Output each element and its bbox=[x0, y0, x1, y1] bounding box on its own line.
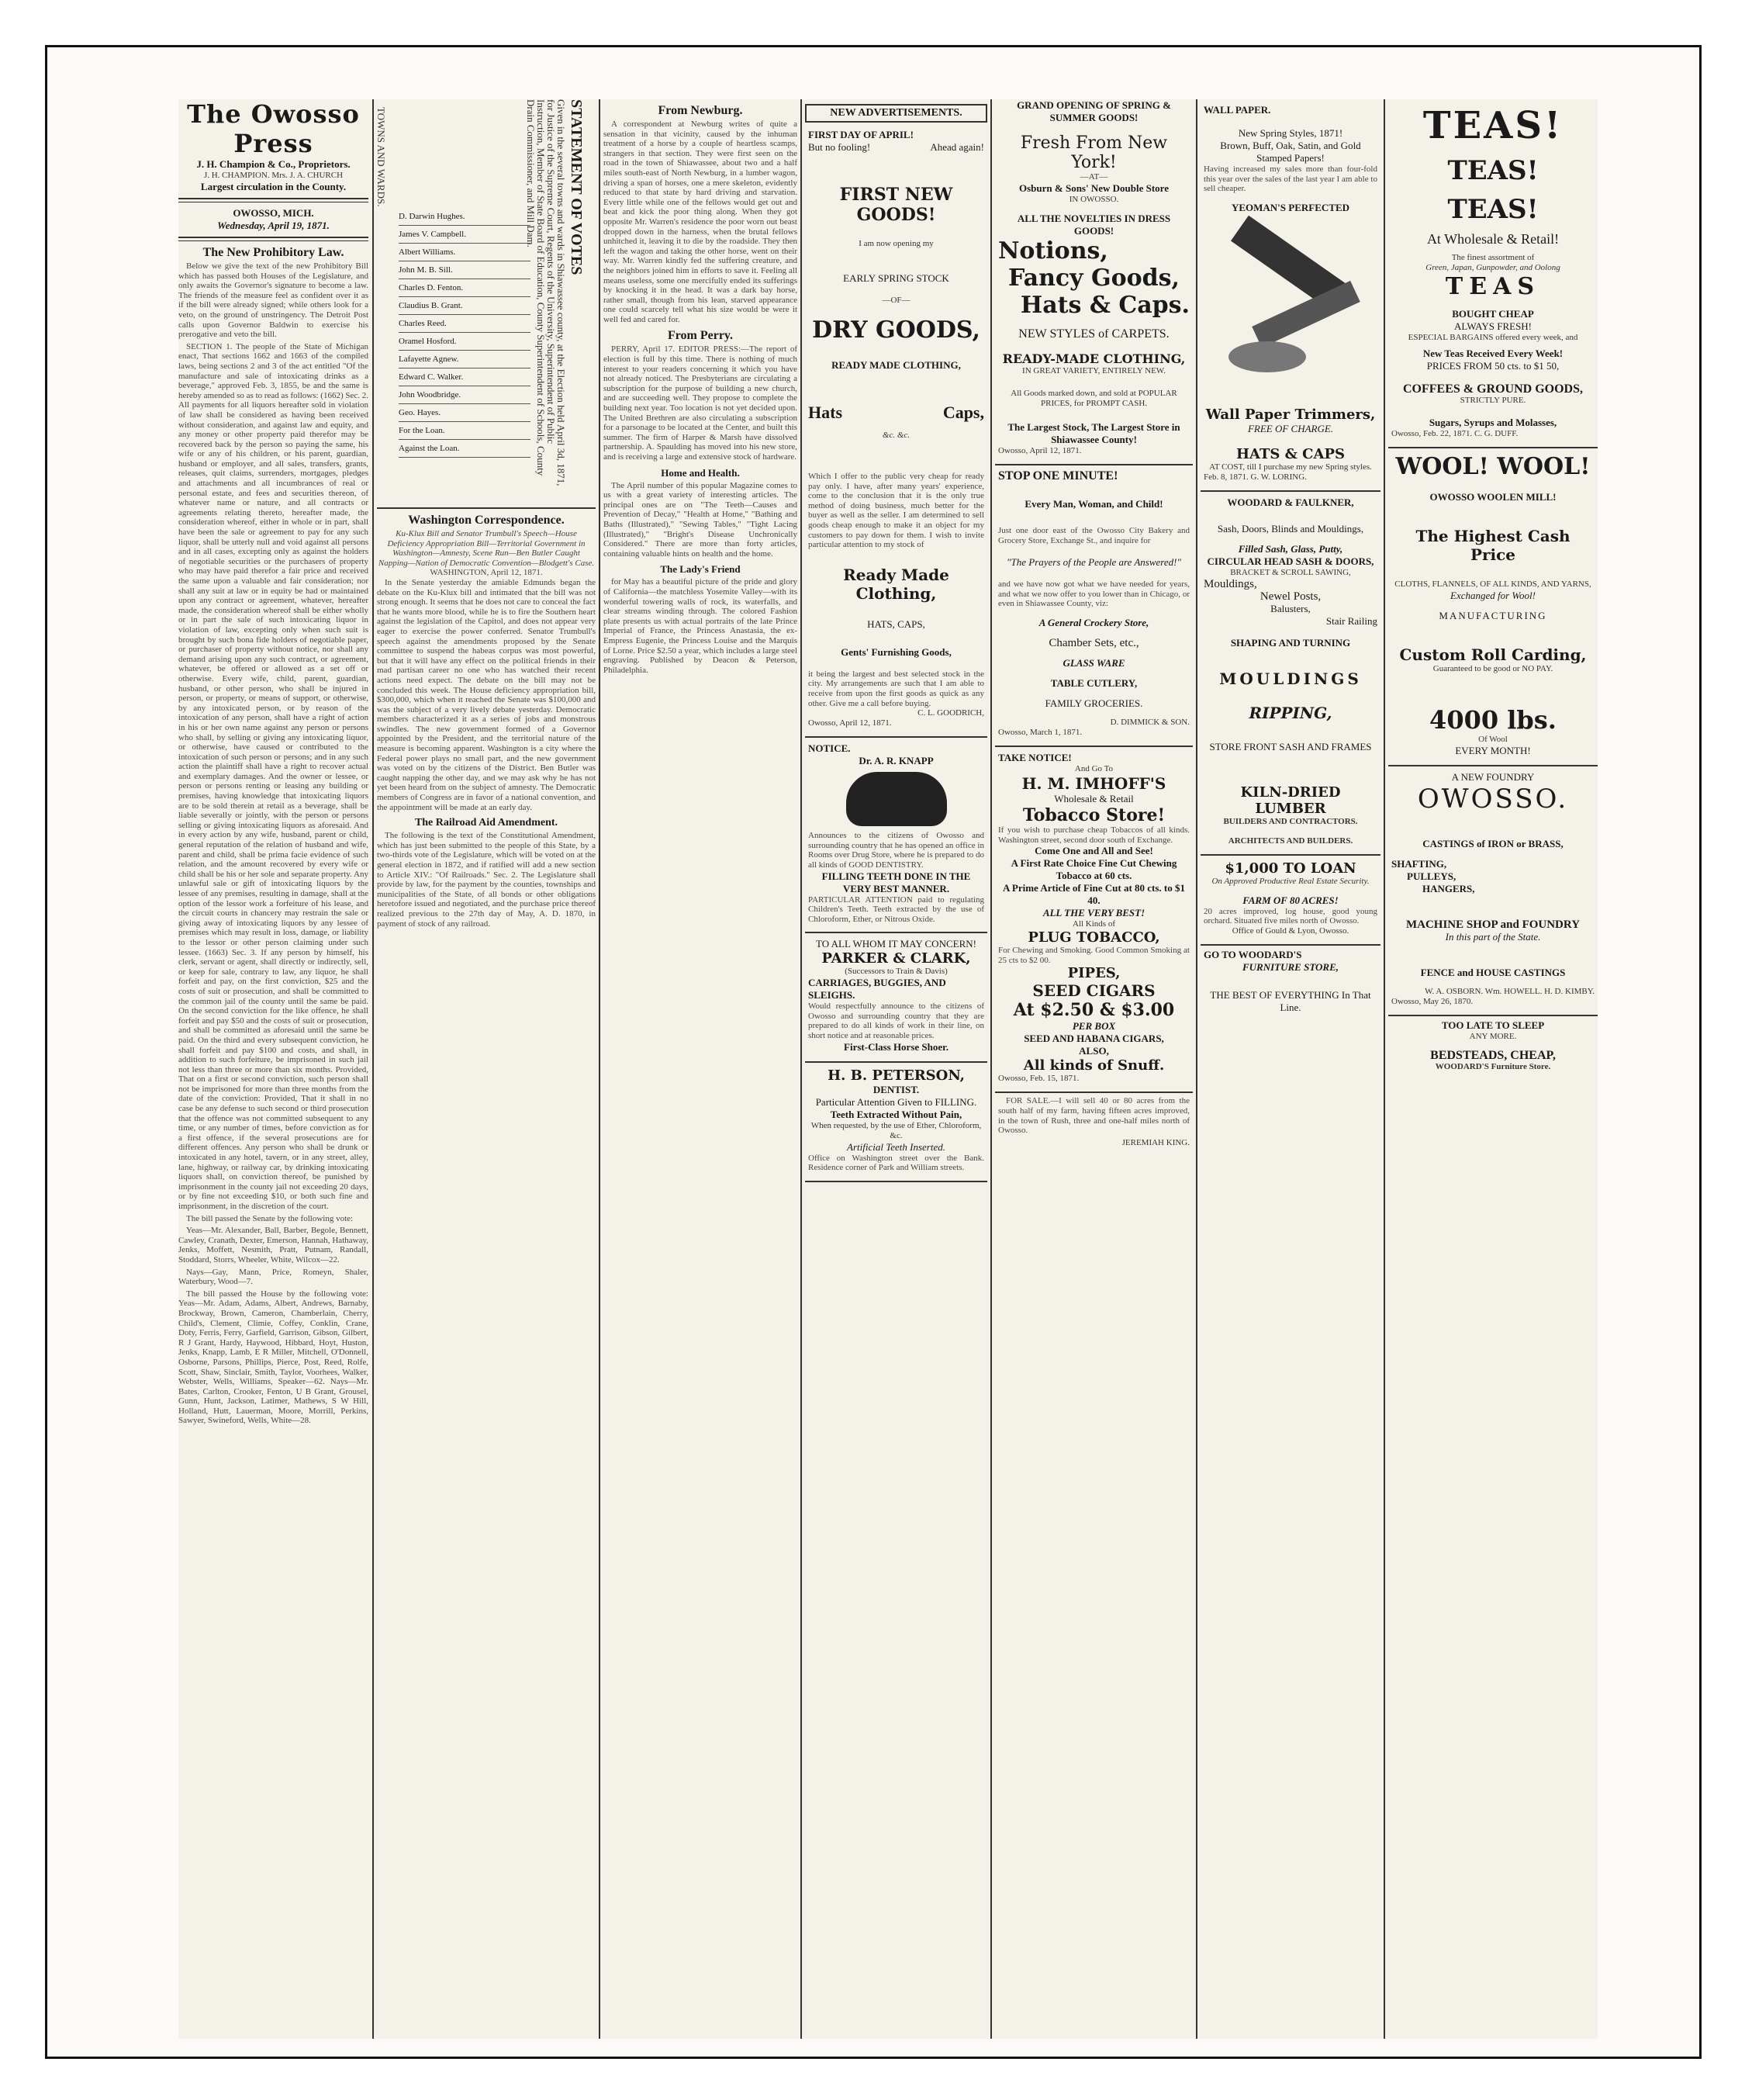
column-rule bbox=[372, 99, 374, 2039]
ad-text: A General Crockery Store, bbox=[1038, 616, 1149, 628]
candidate-name: John Woodbridge. bbox=[399, 390, 461, 400]
ad-text: AT COST, till I purchase my new Spring styles. bbox=[1209, 462, 1372, 472]
column-rule bbox=[990, 99, 992, 2039]
ad-text: FILLING TEETH DONE IN THE VERY BEST MANNER. bbox=[821, 870, 971, 894]
ad-text: GLASS WARE bbox=[1063, 656, 1125, 669]
ad-title: WALL PAPER. bbox=[1204, 104, 1271, 116]
ad-line bbox=[808, 141, 984, 154]
bedsteads-ad bbox=[1388, 1016, 1598, 1075]
ad-title: Notions, bbox=[998, 237, 1108, 265]
ad-title: TEAS bbox=[1445, 273, 1541, 300]
vote-table-row bbox=[399, 261, 530, 279]
article-text: SECTION 1. The people of the State of Michigan enact, That sections 1662 and 1663 of the compiled laws, being sections 2 and 3 of the act entitled "Of the manufacture and sale of intoxicating drinks as a beverage," approved Feb. 3, 1855, be and the same is hereby amended so as to read as follows: (1662) Sec. 2. All payments for all liquors hereafter sold in violation of law shall be considered as having been received without consideration, and against law and equity, and any money or other property paid therefor may be recovered back by the person so paying the same, his wife or any of his children, or his parent, guardian, husband or employer, and all sales, transfers, grants, releases, quit claims, surrenders, mortgages, pledges and attachments and all incumbrances of real or personal estate, and fees and securities thereon, of whatever name or nature, and all contracts or agreements relating thereto, hereafter made, the consideration whereof, either in whole or in part, shall have been the sale or agreement to pay for any such liquor, shall be utterly null and void against all persons and in all cases, excepting only as against the holders of negotiable securities or the purchasers of property who may have paid therefor a fair price and received the same upon a valuable and fair consideration; nor shall any suit at law or in equity be had or maintained upon any contract or agreement, whatever, hereafter made, the consideration whereof shall be either wholly or in part the sale of such intoxicating liquor in violation of law, excepting only when such suit is brought by such bona fide holders of negotiable paper, or purchaser of property without notice, nor shall any demand arising upon any such contract, or agreement, whatever, be offered or allowed as a set off or otherwise. Every wife, child, parent, guardian, husband, or other person, who shall be injured in person, or property, or means of support, or otherwise, by any intoxicated person, or by reason of the intoxication of any person, shall have a right of action in his or her own name against any person or persons who shall, by selling or giving any intoxicating liquor, or otherwise, have caused or contributed to the intoxication of such person or persons; and in any such action the plaintiff shall have a right to recover actual and exemplary damages. And the owner or lessee, or person or persons renting or leasing any building or premises, having knowledge that intoxicating liquors are to be sold therein at retail as a beverage, shall be liable severally or jointly, with the person or persons selling or giving intoxicating liquors as aforesaid. And in every action by any wife, husband, parent or child, general reputation of the relation of husband and wife, parent and child, shall be prima facie evidence of such relation, and the amount recovered by every wife or child shall be his or her sole and separate property. Any unlawful sale or gift of intoxicating liquors by the lessee of any premises, resulting in damage, shall at the option of the lessor work a forfeiture of his lease, and the circuit courts in chancery may restrain the sale or giving away of intoxicating liquors by any lessee of premises which may result in loss, damage, or liability to the lessor or other person claiming under such lessee. (1663) Sec. 3. If any person by himself, his clerk, servant or agent, shall directly or indirectly, sell, or keep for sale, contrary to law, any liquor, he shall forfeit and pay, on the first conviction, $25 and the costs of suit or prosecution, and shall be committed to the common jail of the county until the same be paid. On the second conviction for the like offence, he shall forfeit and pay $50 and the costs of suit or prosecution, and shall be committed as aforesaid until the same be paid. On the third and every subsequent conviction, he shall forfeit and pay $100 and costs, and shall, in addition to such forfeiture, be imprisoned in such jail not less than three or more than six months. Provided, That on a first or second conviction, such person shall not be imprisoned for more than three months from the date of the conviction: Provided, That it shall in no case be any defense to such second or third prosecution that the offence was not committed subsequent to any time, or any number of times, before conviction as for a first offence, if the several prosecutions are for different offences. Any person who shall be drunk or intoxicated in any hotel, tavern, or in any street, alley, lane, highway, or railway car, by drinking intoxicating liquors shall, on conviction thereof, be punished by imprisonment in the county jail not exceeding 20 days, or by fine not exceeding $10, or both such fine and imprisonment, in the discretion of the court. bbox=[178, 341, 368, 1211]
ad-title: WOOL! WOOL! bbox=[1395, 453, 1591, 480]
health-headline: Home and Health. bbox=[661, 466, 740, 479]
ladys-friend-body bbox=[603, 577, 797, 675]
ad-title: Tobacco Store! bbox=[1022, 804, 1166, 825]
teeth-illustration bbox=[846, 772, 947, 826]
ad-text: TABLE CUTLERY, bbox=[1050, 676, 1138, 689]
ad-body: Having increased my sales more than four-fold this year over the sales of the last year I am able to sell cheaper. bbox=[1204, 164, 1377, 194]
loan-ad bbox=[1201, 856, 1380, 946]
health-body bbox=[603, 481, 797, 559]
ad-sign: Owosso, Feb. 22, 1871. C. G. DUFF. bbox=[1391, 429, 1519, 438]
perry-body bbox=[603, 344, 797, 462]
ad-text: IN OWOSSO. bbox=[1069, 195, 1119, 204]
ad-text: EVERY MONTH! bbox=[1455, 745, 1531, 756]
ad-text: SHAFTING, bbox=[1391, 858, 1447, 870]
ad-text: FAMILY GROCERIES. bbox=[1045, 697, 1143, 709]
vote-table-row bbox=[399, 440, 530, 458]
ad-body: Office on Washington street over the Bank. Residence corner of Park and William streets. bbox=[808, 1153, 984, 1173]
wallpaper-ad bbox=[1201, 99, 1380, 492]
ad-text: ALL THE VERY BEST! bbox=[1042, 907, 1145, 919]
ad-text: In this part of the State. bbox=[1445, 931, 1541, 943]
candidate-name: Charles Reed. bbox=[399, 319, 447, 328]
newburg-headline: From Newburg. bbox=[658, 104, 743, 117]
ad-text: BOUGHT CHEAP bbox=[1452, 308, 1534, 320]
ad-text: "The Prayers of the People are Answered!" bbox=[1007, 556, 1181, 569]
candidate-name: Albert Williams. bbox=[399, 247, 456, 257]
ad-sign: C. L. GOODRICH, bbox=[917, 708, 984, 718]
ad-text: Of Wool bbox=[1478, 735, 1508, 744]
ad-text: A NEW FOUNDRY bbox=[1451, 771, 1535, 783]
ad-title: BEDSTEADS, CHEAP, bbox=[1430, 1049, 1556, 1062]
ad-text: &c. &c. bbox=[882, 431, 911, 440]
masthead-tagline: Largest circulation in the County. bbox=[200, 181, 347, 192]
article-lede: Below we give the text of the new Prohibitory Bill which has passed both Houses of the Legislature, and only awaits the Governor's signature to become a law. The friends of the measure feel as confident over it as if the bill were already signed; while others look for a veto, on the ground of unstringency. The Detroit Post calls upon Governor Baldwin to exercise his prerogative and veto the bill. bbox=[178, 261, 368, 340]
ad-title: Fancy Goods, bbox=[1007, 265, 1180, 292]
ad-text: COFFEES & GROUND GOODS, bbox=[1402, 382, 1583, 396]
ad-text: Chamber Sets, etc., bbox=[1049, 636, 1139, 649]
ad-text: Stair Railing bbox=[1325, 614, 1377, 627]
vote-table-row bbox=[399, 315, 530, 333]
washington-body bbox=[377, 578, 596, 812]
column-rule bbox=[599, 99, 600, 2039]
ad-text: STRICTLY PURE. bbox=[1460, 396, 1526, 405]
ad-title: STOP ONE MINUTE! bbox=[998, 469, 1118, 483]
masthead-place: OWOSSO, MICH. bbox=[233, 207, 314, 219]
candidate-name: Geo. Hayes. bbox=[399, 408, 441, 417]
ad-text: Hats bbox=[808, 403, 842, 422]
column-rule bbox=[1384, 99, 1385, 2039]
perry-text: PERRY, April 17. EDITOR PRESS:—The report of election is full by this time. There is nothing of much interest to your readers concerning it which you have not already noticed. The Presbyterians are circulating a subscription for the purpose of building a new church, and are succeeding well. They propose to complete the building next year. Too location is not yet decided upon. The United Brethren are also circulating a subscription for a parsonage to be located at the Center, and built this summer. The firm of Harper & Marsh have dissolved partnership. A. Spaulding has moved into his new store, and is receiving a large and extensive stock of hardware. bbox=[603, 344, 797, 462]
newspaper-page bbox=[178, 99, 1598, 2039]
railroad-text: The following is the text of the Constitutional Amendment, which has just been submitted to the people of this State, by a two-thirds vote of the Legislature, which will be voted on at the general election in 1872, and if ratified will add a new section to Article XIV.: "Of Railroads." Sec. 2. The Legislature shall provide by law, for the payment by the counties, townships and municipalities of the State, of all bonds or other obligations heretofore issued and negotiated, and the purchase price thereof realized previous to the 27th day of May, A. D. 1870, in payment of stock of any railroad. bbox=[377, 831, 596, 929]
article-body bbox=[178, 261, 368, 1426]
masthead-divider bbox=[178, 198, 368, 202]
ad-text: MANUFACTURING bbox=[1439, 610, 1547, 621]
ad-text: Balusters, bbox=[1270, 602, 1311, 614]
ad-title: PARKER & CLARK, bbox=[821, 950, 971, 967]
ad-text: DENTIST. bbox=[872, 1083, 920, 1095]
ad-text: Green, Japan, Gunpowder, and Oolong bbox=[1425, 263, 1560, 272]
ad-title: WOODARD & FAULKNER, bbox=[1227, 496, 1354, 508]
candidate-name: Claudius B. Grant. bbox=[399, 301, 463, 310]
masthead-names: J. H. CHAMPION. Mrs. J. A. CHURCH bbox=[203, 171, 344, 180]
ad-date: Owosso, May 26, 1870. bbox=[1391, 997, 1474, 1006]
ad-text: SHAPING AND TURNING bbox=[1230, 636, 1351, 649]
candidate-name: For the Loan. bbox=[399, 426, 445, 435]
vote-table-row bbox=[399, 422, 530, 440]
vote-yeas: Yeas—Mr. Alexander, Ball, Barber, Begole, Bennett, Cawley, Cranath, Dexter, Emerson, Hannah, Hathaway, Jenks, Moffett, Nesmith, Pratt, Putnam, Randall, Stoddard, Storrs, Wheeler, White, Wilcox—22. bbox=[178, 1226, 368, 1264]
ad-text: Teeth Extracted Without Pain, bbox=[830, 1108, 962, 1120]
column-5 bbox=[995, 99, 1193, 2039]
ad-title: Hats & Caps. bbox=[1020, 292, 1190, 319]
ad-text: ALWAYS FRESH! bbox=[1453, 320, 1532, 332]
ad-body: If you wish to purchase cheap Tobaccos of all kinds. Washington street, second door south of Exchange. bbox=[998, 825, 1190, 845]
ad-text: CLOTHS, FLANNELS, OF ALL KINDS, AND YARNS, bbox=[1394, 579, 1591, 589]
ad-title: FURNITURE STORE, bbox=[1242, 960, 1339, 973]
ad-text: PULLEYS, bbox=[1407, 870, 1456, 882]
ad-text: IN GREAT VARIETY, ENTIRELY NEW. bbox=[1022, 366, 1166, 375]
forsale-ad bbox=[995, 1093, 1193, 1150]
ad-text: OWOSSO WOOLEN MILL! bbox=[1429, 491, 1557, 503]
ad-title: TEAS! bbox=[1447, 194, 1539, 225]
ad-text: Particular Attention Given to FILLING. bbox=[815, 1095, 977, 1108]
ad-text: At Wholesale & Retail! bbox=[1426, 231, 1560, 247]
ad-text: PRICES FROM 50 cts. to $1 50, bbox=[1426, 360, 1560, 372]
ad-title: H. B. PETERSON, bbox=[828, 1067, 965, 1084]
ad-text: Newel Posts, bbox=[1260, 590, 1322, 603]
ad-body: Would respectfully announce to the citizens of Owosso and surrounding country that they are prepared to do all kinds of work in their line, on short notice and at reasonable prices. bbox=[808, 1002, 984, 1041]
trimmer-illustration bbox=[1205, 217, 1376, 403]
ad-text: ARCHITECTS AND BUILDERS. bbox=[1228, 836, 1353, 846]
ad-title: Custom Roll Carding, bbox=[1399, 645, 1587, 664]
column-1 bbox=[178, 99, 368, 2039]
ad-text: Sugars, Syrups and Molasses, bbox=[1429, 417, 1557, 428]
ladys-friend-headline: The Lady's Friend bbox=[660, 563, 741, 576]
vote-table-row bbox=[399, 404, 530, 422]
column-6 bbox=[1201, 99, 1380, 2039]
vote-table-row bbox=[399, 279, 530, 297]
vote-table-row bbox=[399, 244, 530, 261]
ad-title: TEAS! bbox=[1422, 104, 1564, 147]
ad-sign: D. DIMMICK & SON. bbox=[1110, 717, 1190, 727]
ad-text: The finest assortment of bbox=[1451, 253, 1535, 262]
ad-text: All Kinds of bbox=[1073, 919, 1115, 929]
candidate-name: Oramel Hosford. bbox=[399, 337, 457, 346]
column-3 bbox=[603, 99, 797, 2039]
masthead-proprietors: J. H. Champion & Co., Proprietors. bbox=[196, 158, 351, 170]
ad-text: TO ALL WHOM IT MAY CONCERN! bbox=[816, 938, 976, 950]
ad-text: NEW STYLES of CARPETS. bbox=[1018, 327, 1170, 341]
ad-text: Ahead again! bbox=[930, 141, 984, 153]
ad-text: ANY MORE. bbox=[1469, 1032, 1517, 1041]
ad-body: it being the largest and best selected stock in the city. My arrangements are such that I am able to receive from upon the first goods as quick as any other. Give me a call before buying. bbox=[808, 669, 984, 708]
ladys-friend-text: for May has a beautiful picture of the pride and glory of California—the matchless Yosemite Valley—with its wonderful towering walls of rock, its waterfalls, and clear streams winding through. The colored Fashion plate presents us with actual portraits of the late Prince Imperial of France, the Princess Anastasia, the ex-Empress Eugenie, the Princess Louise and the Marquis of Lorne. Price $2.50 a year, which includes a large steel engraving. Published by Deacon & Peterson, Philadelphia. bbox=[603, 577, 797, 675]
ad-title: Dr. A. R. KNAPP bbox=[859, 755, 934, 767]
ad-title: Osburn & Sons' New Double Store bbox=[1019, 182, 1169, 194]
ad-title: KILN-DRIED LUMBER bbox=[1240, 784, 1341, 817]
ad-text: I am now opening my bbox=[859, 239, 934, 248]
ad-text: GRAND OPENING OF SPRING & SUMMER GOODS! bbox=[1017, 99, 1171, 123]
ad-text: MACHINE SHOP and FOUNDRY bbox=[1405, 919, 1581, 931]
ad-text: WOODARD'S Furniture Store. bbox=[1435, 1062, 1551, 1071]
ad-text: New Teas Received Every Week! bbox=[1422, 348, 1564, 359]
ad-date: Owosso, April 12, 1871. bbox=[808, 718, 892, 728]
woodard-faulkner-ad bbox=[1201, 492, 1380, 856]
vote-table-row bbox=[399, 297, 530, 315]
ad-text: Guaranteed to be good or NO PAY. bbox=[1432, 664, 1553, 673]
ad-text: The Largest Stock, The Largest Store in Shiawassee County! bbox=[1007, 421, 1180, 445]
ad-sign: Feb. 8, 1871. G. W. LORING. bbox=[1204, 472, 1307, 482]
vote-table-intro: Given in the several towns and wards in Shiawassee county, at the Election held April 3d, 1871, for Justice of the Supreme Court, Regents of the University, Superintendent of Public Instruction, Member of State Board of Education, County Superintendent of Schools, County Drain Commissioner, and Mill Dam. bbox=[525, 99, 567, 486]
ad-text: HANGERS, bbox=[1422, 883, 1475, 894]
candidate-name: Charles D. Fenton. bbox=[399, 283, 464, 292]
candidate-name: Against the Loan. bbox=[399, 444, 460, 453]
ad-body: For Chewing and Smoking. Good Common Smoking at 25 cts to $2 00. bbox=[998, 946, 1190, 965]
ad-title: The Highest Cash Price bbox=[1415, 527, 1570, 564]
ad-body: Announces to the citizens of Owosso and surrounding country that he has opened an office in Rooms over Drug Store, where he is prepared to do all kinds of GOOD DENTISTRY. bbox=[808, 831, 984, 870]
ad-title: TEAS! bbox=[1447, 155, 1539, 186]
ad-text: Every Man, Woman, and Child! bbox=[1025, 498, 1163, 510]
ad-body: and we have now got what we have needed for years, and what we now offer to you lower than in Chicago, or even in Shiawassee County, viz: bbox=[998, 579, 1190, 609]
ad-text: On Approved Productive Real Estate Security. bbox=[1211, 876, 1370, 886]
ad-title: Wall Paper Trimmers, bbox=[1205, 406, 1376, 423]
ad-title: SEED CIGARS bbox=[1032, 981, 1156, 1001]
ad-text: EARLY SPRING STOCK bbox=[843, 272, 949, 284]
ad-text: CIRCULAR HEAD SASH & DOORS, bbox=[1207, 555, 1374, 567]
ad-text: SEED AND HABANA CIGARS, bbox=[1024, 1033, 1164, 1045]
ad-sign: W. A. OSBORN. Wm. HOWELL. H. D. KIMBY. bbox=[1425, 987, 1595, 996]
ad-title: Fresh From New York! bbox=[1020, 133, 1168, 172]
ad-body: 20 acres improved, log house, good young orchard. Situated five miles north of Owosso. bbox=[1204, 906, 1377, 926]
column-rule bbox=[800, 99, 802, 2039]
newburg-body bbox=[603, 119, 797, 324]
ad-sign: JEREMIAH KING. bbox=[1121, 1137, 1190, 1147]
ad-date: Owosso, Feb. 15, 1871. bbox=[998, 1074, 1080, 1084]
ad-text: Office of Gould & Lyon, Owosso. bbox=[1232, 925, 1349, 936]
ad-text: PER BOX bbox=[1072, 1020, 1116, 1033]
vote-nays: Nays—Gay, Mann, Price, Romeyn, Shaler, Waterbury, Wood—7. bbox=[178, 1267, 368, 1287]
washington-text: In the Senate yesterday the amiable Edmunds began the debate on the Ku-Klux bill and intimated that the bill was not strong enough. It seems that he does not care to conceal the fact that he wants more blood, while he is to fire the Southern heart against the legislation of the Capitol, and does not appear very eager to exercise the power conferred. Senator Trumbull's speech against the amendments proposed by the Senate committee to suspend the habeas corpus was most powerful, but that it will have any effect on the political friends in their mad partisan career no one who has watched their recent actions need expect. The debate on the bill may not be concluded this week. The House deficiency appropriation bill, $300,000, which when it reached the Senate was $100,000 and was the subject of a very lively debate yesterday. Democratic members characterized it as a series of jobs and monstrous swindles. The new government formed of a Governor appointed by the President, and the territorial nature of the measure is becoming apparent. Washington is a city where the Federal power plays no small part, and the new government was voted on by the citizens of the District. Ben Butler was caught napping the other day, and we may ask why he has not yet been heard from on the subject of amnesty. The Democratic members of Congress are in favor of a national convention, and the appointment will be made at an early day. bbox=[377, 577, 596, 812]
vote-table-title: STATEMENT OF VOTES bbox=[568, 99, 585, 275]
ad-text: —OF— bbox=[882, 296, 911, 305]
ad-text: BUILDERS AND CONTRACTORS. bbox=[1223, 816, 1358, 826]
ad-text: Wholesale & Retail bbox=[1054, 792, 1134, 804]
ad-text: HATS, CAPS, bbox=[867, 618, 925, 630]
newburg-text: A correspondent at Newburg writes of quite a sensation in that vicinity, caused by the inhuman treatment of a horse by a couple of heartless scamps, strangers in that section. They were first seen on the road in the town of Shiawassee, about two and a half miles south-east of North Newburg, in a lumber wagon, driving a span of horses, one a mere skeleton, evidently reduced to that state by hard driving and starvation. Every little while one of the fellows would get out and beat and kick the poor thing along. When they got opposite Mr. Warren's residence the poor worn out beast dropped down in the harness, when the brutal fellows unhitched it, leaving it to die by the roadside. They then left the wagon and taking the other horse, went on their way. Mr. Warren kindly fed the suffering creature, and the neighbors joined him in efforts to save it. Feeling all means useless, some one mercifully ended its sufferings by knocking it in the head. It was a dark bay horse, rather small, though from his lean, starved appearance one could scarcely tell what his size would be were it well fed and cared for. bbox=[603, 119, 797, 324]
imhoff-ad bbox=[995, 747, 1193, 1093]
vote-table-row bbox=[399, 208, 530, 226]
new-ads-header: NEW ADVERTISEMENTS. bbox=[805, 104, 987, 123]
vote-table-row bbox=[399, 226, 530, 244]
crockery-ad bbox=[995, 465, 1193, 747]
ad-title: PLUG TOBACCO, bbox=[1028, 929, 1160, 946]
ad-text: All Goods marked down, and sold at POPULAR PRICES, for PROMPT CASH. bbox=[1011, 389, 1177, 408]
vote-table-row bbox=[399, 368, 530, 386]
ad-title: FIRST NEW GOODS! bbox=[839, 185, 953, 225]
ad-title: H. M. IMHOFF'S bbox=[1021, 773, 1166, 793]
ad-title: 4000 lbs. bbox=[1429, 705, 1557, 735]
ad-title: PIPES, bbox=[1067, 965, 1121, 982]
vote-table-side-label: TOWNS AND WARDS. bbox=[375, 107, 387, 207]
ad-text: FARM OF 80 ACRES! bbox=[1242, 894, 1339, 906]
ad-text: NOTICE. bbox=[808, 742, 851, 755]
ad-text: CASTINGS of IRON or BRASS, bbox=[1422, 838, 1564, 849]
ad-title: Ready Made Clothing, bbox=[843, 565, 949, 603]
house-vote: The bill passed the House by the following vote: Yeas—Mr. Adam, Adams, Albert, Andrews, Barnaby, Brockway, Brown, Cameron, Chamberlain, Cherry, Child's, Clement, Climie, Coffey, Conklin, Crane, Doty, Ferris, Ferry, Garfield, Garrison, Gibson, Gilbert, R J Grant, Hardy, Haywood, Hibbard, Hoyt, Huston, Jenks, Knapp, Lamb, E R Miller, Mitchell, O'Donnell, Osborne, Parsons, Phillips, Pierce, Post, Reed, Rolfe, Scott, Shaw, Sinclair, Smith, Taylor, Voorhees, Walker, Webster, Wells, Williams, Speaker—62. Nays—Mr. Bates, Carlton, Crooker, Fenton, U B Grant, Grousel, Gunn, Hunt, Jackson, Latimer, Mathews, S W Hill, Holland, Hutt, Lauerman, Moore, Morrill, Perkins, Sawyer, Swineford, Wells, White—28. bbox=[178, 1289, 368, 1426]
ad-text: A First Rate Choice Fine Cut Chewing Tobacco at 60 cts. bbox=[1011, 857, 1177, 882]
ad-text: YEOMAN'S PERFECTED bbox=[1231, 201, 1350, 213]
ad-text: Caps, bbox=[942, 403, 984, 422]
ad-title: RIPPING, bbox=[1249, 703, 1332, 722]
ad-text: CARRIAGES, BUGGIES, AND SLEIGHS. bbox=[808, 977, 946, 1002]
railroad-headline: The Railroad Aid Amendment. bbox=[414, 817, 558, 829]
ad-title: MOULDINGS bbox=[1219, 669, 1362, 688]
peterson-ad bbox=[805, 1063, 987, 1182]
ad-text: ALSO, bbox=[1079, 1045, 1109, 1057]
knapp-ad bbox=[805, 738, 987, 933]
candidate-name: D. Darwin Hughes. bbox=[399, 212, 465, 221]
masthead-date: Wednesday, April 19, 1871. bbox=[217, 220, 330, 231]
ad-body: Just one door east of the Owosso City Bakery and Grocery Store, Exchange St., and inquire for bbox=[998, 526, 1190, 545]
ad-text: (Successors to Train & Davis) bbox=[845, 967, 948, 977]
ad-title: DRY GOODS, bbox=[812, 317, 980, 344]
osburn-ad bbox=[995, 99, 1193, 465]
ad-text: And Go To bbox=[1074, 763, 1114, 773]
vote-table-row bbox=[399, 333, 530, 351]
ad-text: READY MADE CLOTHING, bbox=[831, 359, 961, 371]
divider bbox=[377, 507, 596, 509]
ad-text: THE BEST OF EVERYTHING In That Line. bbox=[1210, 988, 1371, 1013]
vote-table bbox=[377, 99, 596, 503]
vote-table-candidates bbox=[399, 208, 530, 458]
ad-text: Filled Sash, Glass, Putty, bbox=[1238, 542, 1343, 555]
ad-text: FENCE and HOUSE CASTINGS bbox=[1420, 967, 1566, 978]
ad-body: Which I offer to the public very cheap for ready pay only. I have, after many years' experience, come to the conclusion that it is the only true method of doing business, much better for the buyer as well as the seller. I am determined to sell goods cheap enough to make it an object for my customers to pay down for them. I wish to invite particular attention to my stock of bbox=[808, 472, 984, 550]
candidate-name: Edward C. Walker. bbox=[399, 372, 464, 382]
ad-text: Artificial Teeth Inserted. bbox=[847, 1140, 945, 1153]
ad-text: ESPECIAL BARGAINS offered every week, and bbox=[1408, 333, 1578, 342]
column-4 bbox=[805, 99, 987, 2039]
ad-body: FOR SALE.—I will sell 40 or 80 acres from the south half of my farm, having fifteen acres improved, in the town of Rush, three and one-half miles north of Owosso. bbox=[998, 1096, 1190, 1136]
ad-body: PARTICULAR ATTENTION paid to regulating Children's Teeth. Teeth extracted by the use of Chloroform, Ether, or Nitrous Oxide. bbox=[808, 894, 984, 924]
ad-title: All kinds of Snuff. bbox=[1023, 1057, 1165, 1074]
ad-date: Owosso, April 12, 1871. bbox=[998, 446, 1082, 455]
ad-text: ALL THE NOVELTIES IN DRESS GOODS! bbox=[1017, 213, 1171, 237]
ad-text: GO TO WOODARD'S bbox=[1204, 948, 1302, 960]
goodrich-ad bbox=[805, 124, 987, 738]
article-headline: The New Prohibitory Law. bbox=[202, 246, 344, 259]
teas-ad bbox=[1388, 99, 1598, 448]
ad-text: First-Class Horse Shoer. bbox=[844, 1040, 949, 1053]
ad-title: TAKE NOTICE! bbox=[998, 751, 1072, 763]
ad-text: Gents' Furnishing Goods, bbox=[841, 645, 952, 658]
ad-date: Owosso, March 1, 1871. bbox=[998, 727, 1083, 737]
ad-title: HATS & CAPS bbox=[1236, 445, 1345, 462]
ad-title: OWOSSO. bbox=[1417, 784, 1569, 815]
foundry-ad bbox=[1388, 766, 1598, 1016]
vote-table-row bbox=[399, 351, 530, 368]
candidate-name: Lafayette Agnew. bbox=[399, 355, 459, 364]
column-7 bbox=[1388, 99, 1598, 2039]
ad-text: Brown, Buff, Oak, Satin, and Gold Stamped Papers! bbox=[1220, 140, 1361, 164]
wool-ad bbox=[1388, 448, 1598, 766]
ad-line: FIRST DAY OF APRIL! bbox=[808, 129, 914, 140]
ad-text: TOO LATE TO SLEEP bbox=[1441, 1019, 1545, 1031]
ad-text: But no fooling! bbox=[808, 141, 871, 153]
ad-title: $1,000 TO LOAN bbox=[1225, 860, 1356, 877]
ad-text: STORE FRONT SASH AND FRAMES bbox=[1209, 740, 1372, 752]
perry-headline: From Perry. bbox=[667, 329, 734, 343]
ad-text: New Spring Styles, 1871! bbox=[1238, 127, 1343, 139]
ad-text: —AT— bbox=[1080, 172, 1108, 182]
washington-headline: Washington Correspondence. bbox=[408, 514, 565, 527]
health-text: The April number of this popular Magazine comes to us with a great variety of interesting articles. The principal ones are on "The Teeth—Causes and Prevention of Decay," "Health at Home," "Bathing and Baths (Illustrated)," "Sewing Tables," "Tight Lacing (Illustrated)," "Bright's Disease Unchronically Considered." There are more than forty articles, containing valuable hints on health and the home. bbox=[603, 480, 797, 559]
ad-text: FREE OF CHARGE. bbox=[1247, 422, 1334, 434]
vote-table-row bbox=[399, 386, 530, 404]
ad-text: A Prime Article of Fine Cut at 80 cts. to $1 40. bbox=[1002, 882, 1186, 907]
vote-intro: The bill passed the Senate by the following vote: bbox=[186, 1213, 354, 1223]
woodard-furniture-ad bbox=[1201, 946, 1380, 1017]
ad-text: Mouldings, bbox=[1204, 577, 1257, 590]
ad-text: Come One and All and See! bbox=[1035, 845, 1153, 857]
masthead-divider-2 bbox=[178, 237, 368, 241]
parker-ad bbox=[805, 933, 987, 1062]
ad-title: At $2.50 & $3.00 bbox=[1013, 1000, 1175, 1021]
washington-deck: Ku-Klux Bill and Senator Trumbull's Speech—House Deficiency Appropriation Bill—Territorial Government in Washington—Amnesty, Scene Run—Ben Butler Caught Napping—Nation of Democratic Convention—Blodgett's Case. bbox=[378, 529, 595, 568]
candidate-name: John M. B. Sill. bbox=[399, 265, 453, 275]
washington-dateline: WASHINGTON, April 12, 1871. bbox=[430, 568, 543, 578]
ad-line bbox=[808, 403, 984, 423]
candidate-name: James V. Campbell. bbox=[399, 230, 466, 239]
railroad-body bbox=[377, 831, 596, 929]
ad-text: When requested, by the use of Ether, Chloroform, &c. bbox=[810, 1120, 982, 1140]
column-rule bbox=[1196, 99, 1197, 2039]
masthead-title: The Owosso Press bbox=[187, 99, 360, 158]
ad-text: Sash, Doors, Blinds and Mouldings, bbox=[1217, 522, 1364, 535]
ad-text: BRACKET & SCROLL SAWING, bbox=[1230, 567, 1351, 577]
ad-title: READY-MADE CLOTHING, bbox=[1002, 351, 1186, 366]
column-2 bbox=[377, 99, 596, 2039]
ad-text: Exchanged for Wool! bbox=[1450, 590, 1536, 601]
